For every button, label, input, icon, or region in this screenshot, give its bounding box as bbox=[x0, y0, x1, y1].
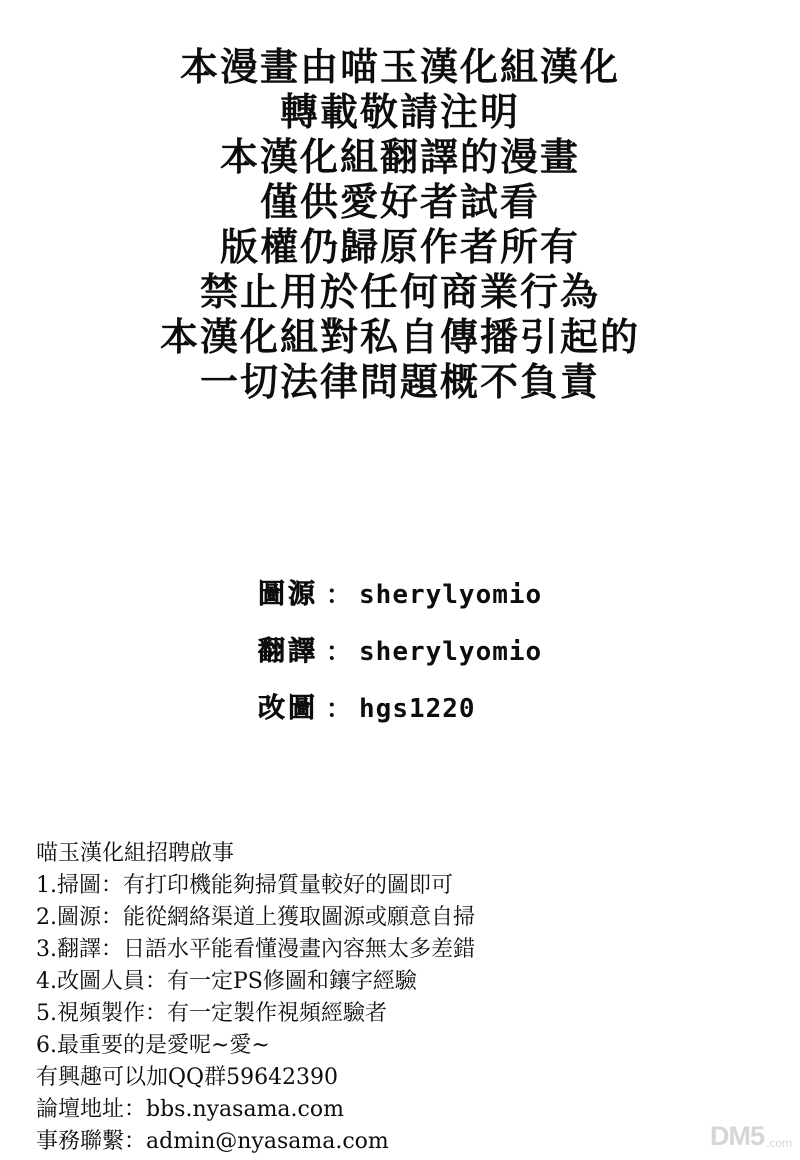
notice-line: 一切法律問題概不負責 bbox=[199, 359, 600, 404]
recruitment-contact-email: 事務聯繫：admin@nyasama.com bbox=[36, 1129, 389, 1154]
credit-label: 翻譯 bbox=[258, 636, 318, 667]
recruitment-title: 喵玉漢化組招聘啟事 bbox=[36, 841, 235, 866]
credit-row bbox=[258, 686, 542, 725]
recruitment-item: 4.改圖人員：有一定PS修圖和鑲字經驗 bbox=[36, 969, 417, 994]
credit-row bbox=[258, 629, 542, 668]
notice-line: 轉載敬請注明 bbox=[279, 89, 520, 134]
recruitment-item: 6.最重要的是愛呢~愛~ bbox=[36, 1033, 270, 1058]
recruitment-item: 1.掃圖：有打印機能夠掃質量較好的圖即可 bbox=[36, 873, 453, 898]
credit-value: hgs1220 bbox=[359, 694, 476, 724]
credit-label: 圖源 bbox=[258, 579, 318, 610]
credit-row bbox=[258, 572, 542, 611]
recruitment-item: 5.視頻製作：有一定製作視頻經驗者 bbox=[36, 1001, 387, 1026]
notice-line: 禁止用於任何商業行為 bbox=[199, 269, 600, 314]
notice-line: 本漢化組對私自傳播引起的 bbox=[159, 314, 640, 359]
notice-line: 版權仍歸原作者所有 bbox=[219, 224, 580, 269]
credit-value: sherylyomio bbox=[359, 580, 543, 610]
credit-value: sherylyomio bbox=[359, 637, 543, 667]
recruitment-qq-group: 有興趣可以加QQ群59642390 bbox=[36, 1065, 339, 1090]
credit-separator: ： bbox=[326, 694, 352, 723]
copyright-notice bbox=[0, 44, 800, 404]
watermark-suffix: .com bbox=[765, 1136, 792, 1150]
site-watermark bbox=[710, 1121, 792, 1152]
recruitment-item: 2.圖源：能從網絡渠道上獲取圖源或願意自掃 bbox=[36, 905, 475, 930]
notice-line: 本漫畫由喵玉漢化組漢化 bbox=[179, 44, 620, 89]
credit-separator: ： bbox=[326, 637, 352, 666]
recruitment-block bbox=[36, 838, 770, 1158]
recruitment-item: 3.翻譯：日語水平能看懂漫畫內容無太多差錯 bbox=[36, 937, 475, 962]
credits-block bbox=[258, 572, 542, 743]
credit-label: 改圖 bbox=[258, 693, 318, 724]
notice-line: 本漢化組翻譯的漫畫 bbox=[219, 134, 580, 179]
credit-separator: ： bbox=[326, 580, 352, 609]
notice-line: 僅供愛好者試看 bbox=[259, 179, 540, 224]
watermark-label: DM5 bbox=[709, 1121, 764, 1151]
recruitment-forum-address: 論壇地址：bbs.nyasama.com bbox=[36, 1097, 344, 1122]
